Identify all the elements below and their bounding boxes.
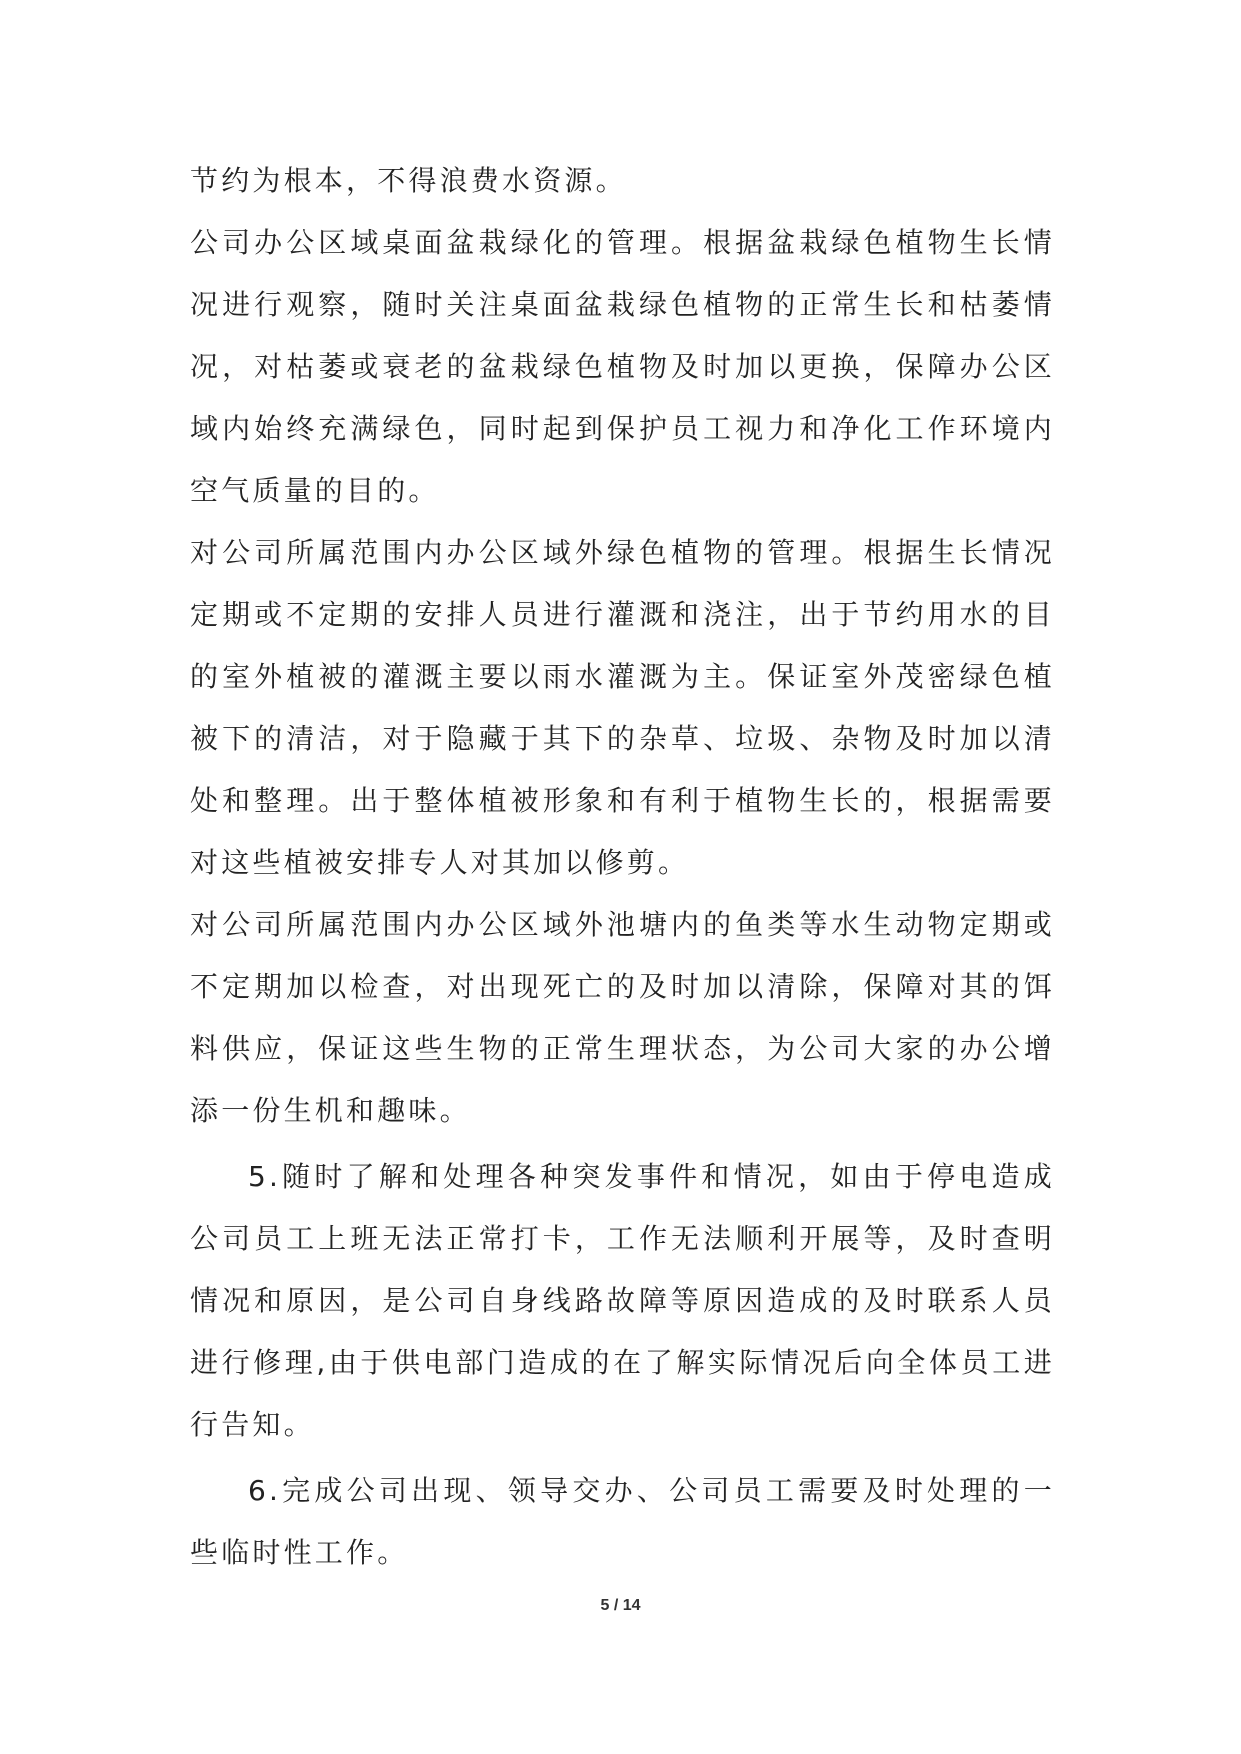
page-number: 5 / 14: [600, 1597, 641, 1614]
paragraph-6: 6.完成公司出现、领导交办、公司员工需要及时处理的一些临时性工作。: [190, 1474, 1055, 1569]
paragraph-1: 节约为根本，不得浪费水资源。: [190, 164, 627, 197]
paragraph-4: 对公司所属范围内办公区域外池塘内的鱼类等水生动物定期或不定期加以检查，对出现死亡的及时加以清除，保障对其的饵料供应，保证这些生物的正常生理状态，为公司大家的办公增添一份生机和趣味。: [190, 908, 1055, 1127]
document-body: [190, 150, 1055, 1584]
paragraph-3: 对公司所属范围内办公区域外绿色植物的管理。根据生长情况定期或不定期的安排人员进行灌溉和浇注，出于节约用水的目的室外植被的灌溉主要以雨水灌溉为主。保证室外茂密绿色植被下的清洁，对于隐藏于其下的杂草、垃圾、杂物及时加以清处和整理。出于整体植被形象和有利于植物生长的，根据需要对这些植被安排专人对其加以修剪。: [190, 536, 1055, 879]
paragraph-2: 公司办公区域桌面盆栽绿化的管理。根据盆栽绿色植物生长情况进行观察，随时关注桌面盆栽绿色植物的正常生长和枯萎情况，对枯萎或衰老的盆栽绿色植物及时加以更换，保障办公区域内始终充满绿色，同时起到保护员工视力和净化工作环境内空气质量的目的。: [190, 226, 1055, 507]
paragraph-5: 5.随时了解和处理各种突发事件和情况，如由于停电造成公司员工上班无法正常打卡，工作无法顺利开展等，及时查明情况和原因，是公司自身线路故障等原因造成的及时联系人员进行修理,由于供电部门造成的在了解实际情况后向全体员工进行告知。: [190, 1160, 1055, 1441]
